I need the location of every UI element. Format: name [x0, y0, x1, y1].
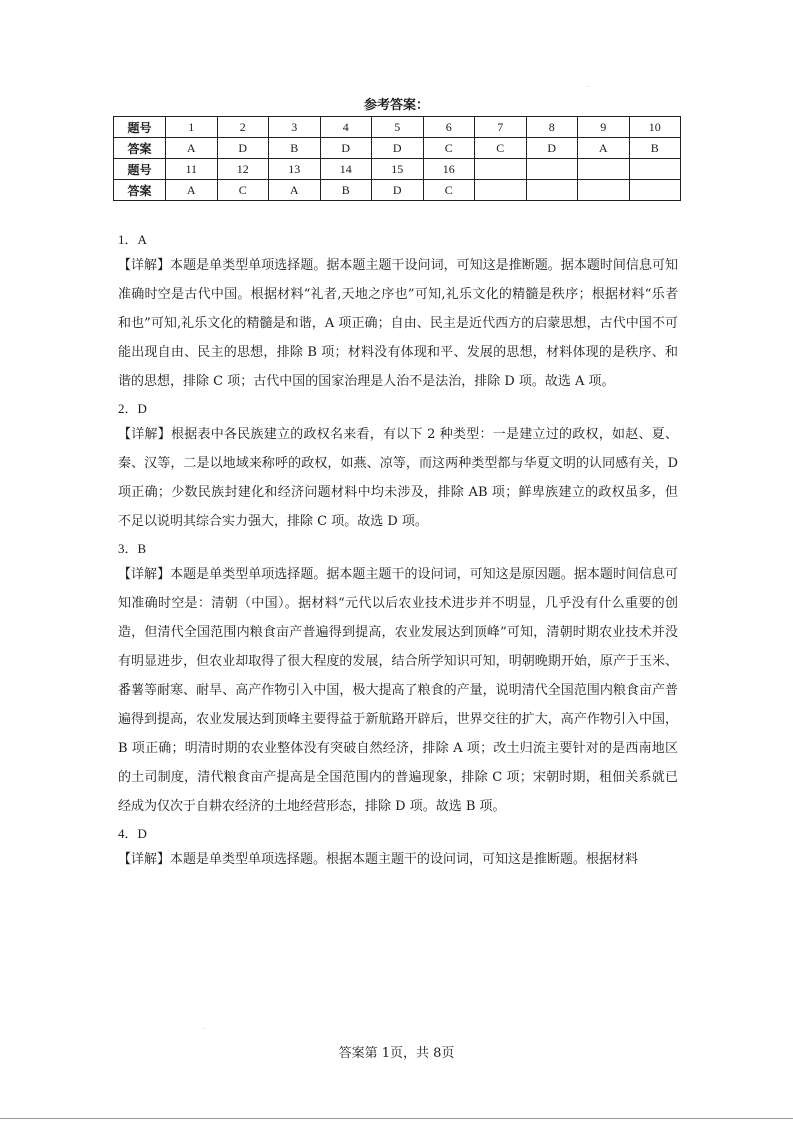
table-cell: 13 — [269, 159, 321, 180]
table-cell: 15 — [372, 159, 424, 180]
item-number: 2．D — [118, 401, 147, 416]
row-label: 题号 — [114, 159, 166, 180]
table-cell: 16 — [423, 159, 475, 180]
table-cell: D — [526, 138, 578, 159]
item-number: 3．B — [118, 541, 147, 556]
table-cell: D — [320, 138, 372, 159]
table-cell: C — [475, 138, 527, 159]
row-label: 答案 — [114, 180, 166, 201]
row-label: 答案 — [114, 138, 166, 159]
table-cell: 9 — [578, 117, 630, 138]
table-cell: A — [166, 180, 218, 201]
table-cell: C — [217, 180, 269, 201]
table-cell: 11 — [166, 159, 218, 180]
table-cell: A — [166, 138, 218, 159]
table-cell: A — [269, 180, 321, 201]
table-cell — [475, 159, 527, 180]
page-speck: . — [587, 82, 589, 89]
table-cell: 10 — [629, 117, 681, 138]
item-explanation: 【详解】本题是单类型单项选择题。据本题主题干设问词，可知这是推断题。据本题时间信息可知准确时空是古代中国。根据材料“礼者,天地之序也”可知,礼乐文化的精髓是秩序；根据材料“乐者和也”可知,礼乐文化的精髓是和谐，A 项正确；自由、民主是近代西方的启蒙思想，古代中国不可能出现自由、民主的思想，排除 B 项；材料没有体现和平、发展的思想，材料体现的是秩序、和谐的思想，排除 C 项；古代中国的国家治理是人治不是法治，排除 D 项。故选 A 项。 — [118, 258, 678, 389]
table-cell — [629, 159, 681, 180]
explanation-item — [118, 229, 678, 396]
table-cell: 6 — [423, 117, 475, 138]
table-cell: 4 — [320, 117, 372, 138]
table-cell: 7 — [475, 117, 527, 138]
table-cell: D — [217, 138, 269, 159]
item-explanation: 【详解】根据表中各民族建立的政权名来看，有以下 2 种类型：一是建立过的政权，如赵、夏、秦、汉等，二是以地域来称呼的政权，如燕、凉等，而这两种类型都与华夏文明的认同感有关，D 项正确；少数民族封建化和经济问题材料中均未涉及，排除 AB 项；鲜卑族建立的政权虽多，但不足以说明其综合实力强大，排除 C 项。故选 D 项。 — [118, 427, 678, 529]
answer-table-title: 参考答案： — [363, 98, 429, 113]
page-bottom-border — [0, 1118, 793, 1119]
table-cell: C — [423, 138, 475, 159]
table-cell: 8 — [526, 117, 578, 138]
table-cell: A — [578, 138, 630, 159]
page-speck: . — [203, 1024, 205, 1031]
explanations — [118, 229, 678, 876]
table-cell: D — [372, 138, 424, 159]
explanation-item — [118, 538, 678, 821]
table-row — [114, 117, 681, 138]
table-cell: B — [269, 138, 321, 159]
table-cell: 5 — [372, 117, 424, 138]
table-cell: D — [372, 180, 424, 201]
table-cell: 3 — [269, 117, 321, 138]
table-cell: 14 — [320, 159, 372, 180]
table-cell — [629, 180, 681, 201]
table-cell: 12 — [217, 159, 269, 180]
item-explanation: 【详解】本题是单类型单项选择题。据本题主题干的设问词，可知这是原因题。据本题时间信息可知准确时空是：清朝（中国）。据材料“元代以后农业技术进步并不明显，几乎没有什么重要的创造，但清代全国范围内粮食亩产普遍得到提高，农业发展达到顶峰”可知，清朝时期农业技术并没有明显进步，但农业却取得了很大程度的发展，结合所学知识可知，明朝晚期开始，原产于玉米、番薯等耐寒、耐旱、高产作物引入中国，极大提高了粮食的产量，说明清代全国范围内粮食亩产普遍得到提高，农业发展达到顶峰主要得益于新航路开辟后，世界交往的扩大，高产作物引入中国，B 项正确；明清时期的农业整体没有突破自然经济，排除 A 项；改土归流主要针对的是西南地区的土司制度，清代粮食亩产提高是全国范围内的普遍现象，排除 C 项；宋朝时期，租佃关系就已经成为仅次于自耕农经济的土地经营形态，排除 D 项。故选 B 项。 — [118, 567, 678, 814]
item-number: 1．A — [118, 232, 147, 247]
answer-table — [113, 116, 681, 201]
table-cell: 2 — [217, 117, 269, 138]
explanation-item — [118, 398, 678, 536]
table-row — [114, 159, 681, 180]
table-cell — [526, 180, 578, 201]
item-number: 4．D — [118, 826, 147, 841]
page-footer: 答案第 1页，共 8页 — [338, 1046, 455, 1061]
table-cell — [526, 159, 578, 180]
table-row — [114, 180, 681, 201]
table-cell: B — [320, 180, 372, 201]
explanation-item — [118, 823, 678, 874]
row-label: 题号 — [114, 117, 166, 138]
table-cell — [578, 159, 630, 180]
table-cell: B — [629, 138, 681, 159]
table-cell — [578, 180, 630, 201]
table-cell: 1 — [166, 117, 218, 138]
table-cell — [475, 180, 527, 201]
item-explanation: 【详解】本题是单类型单项选择题。根据本题主题干的设问词，可知这是推断题。根据材料 — [118, 852, 639, 867]
table-cell: C — [423, 180, 475, 201]
table-row — [114, 138, 681, 159]
